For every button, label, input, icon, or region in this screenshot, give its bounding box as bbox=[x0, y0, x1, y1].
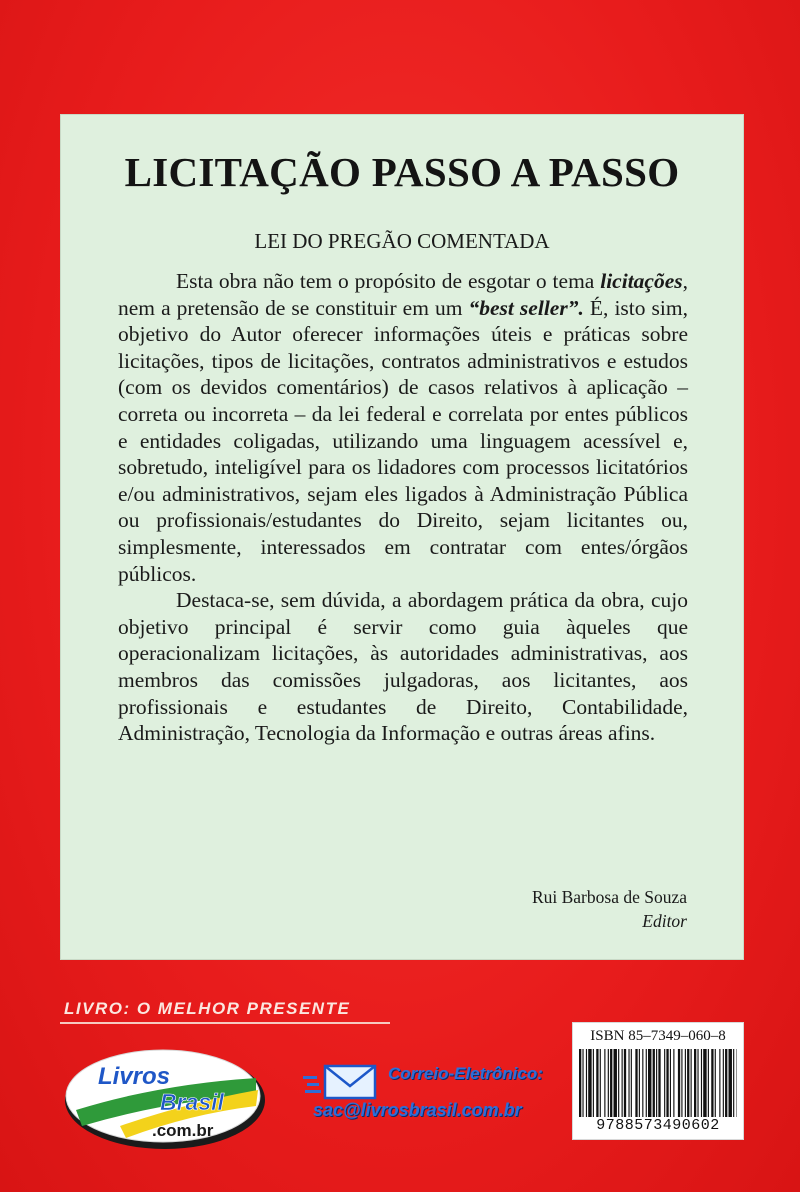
p1-text-c: , nem a pretensão de se constituir em um bbox=[118, 269, 688, 320]
barcode-bar bbox=[729, 1049, 732, 1117]
speed-line-3 bbox=[305, 1090, 321, 1093]
barcode-bar bbox=[694, 1049, 696, 1117]
barcode-bar bbox=[586, 1049, 587, 1117]
barcode-bar bbox=[708, 1049, 709, 1117]
synopsis-paragraph-2: Destaca-se, sem dúvida, a abordagem prática da obra, cujo objetivo principal é servir como guia àqueles que operacionalizam licitações, às autoridades administrativas, aos membros das comissões julgadoras, aos licitantes, aos profissionais e estudantes de Direito, Contabilidade, Administração, Tecnologia da Informação e outras áreas afins. bbox=[118, 588, 688, 746]
barcode-bar bbox=[588, 1049, 591, 1117]
logo-domain: .com.br bbox=[152, 1121, 214, 1140]
barcode-bar bbox=[582, 1049, 583, 1117]
signature-name: Rui Barbosa de Souza bbox=[531, 887, 687, 907]
barcode-bar bbox=[687, 1049, 689, 1117]
barcode bbox=[579, 1049, 737, 1117]
p1-text-e: É, isto sim, objetivo do Autor oferecer informações úteis e práticas sobre licitações, tipos de licitações, contratos administrativos e estudos (com os devidos comentários) de casos relativos à aplicação – correta ou incorreta – da lei federal e correlata por entes públicos e entidades coligadas, utilizando uma linguagem acessível e, sobretudo, inteligível para os lidadores com processos licitatórios e/ou administrativos, sejam eles ligados à Administração Pública ou profissionais/estudantes do Direito, sejam licitantes ou, simplesmente, interessados em contratar com entes/órgãos públicos. bbox=[118, 295, 688, 586]
ean-number: 9788573490602 bbox=[596, 1117, 720, 1134]
isbn-label: ISBN 85–7349–060–8 bbox=[590, 1028, 726, 1044]
barcode-bar bbox=[648, 1049, 651, 1117]
barcode-bar bbox=[685, 1049, 686, 1117]
barcode-bar bbox=[670, 1049, 671, 1117]
speed-line-1 bbox=[303, 1076, 317, 1079]
logo-word-livros: Livros bbox=[98, 1063, 171, 1090]
livros-brasil-logo bbox=[60, 1044, 270, 1154]
barcode-bar bbox=[628, 1049, 629, 1117]
barcode-bar bbox=[579, 1049, 581, 1117]
synopsis-panel bbox=[60, 114, 744, 960]
barcode-bar bbox=[608, 1049, 609, 1117]
barcode-bar bbox=[658, 1049, 660, 1117]
barcode-bar bbox=[642, 1049, 643, 1117]
barcode-bar bbox=[703, 1049, 706, 1117]
speed-line-2 bbox=[307, 1083, 319, 1086]
slogan-underline bbox=[60, 1022, 390, 1024]
p1-text-a: Esta obra não tem o propósito de esgotar o tema bbox=[176, 269, 601, 293]
envelope-icon bbox=[303, 1062, 379, 1102]
logo-word-brasil: Brasil bbox=[160, 1089, 224, 1115]
email-label: Correio-Eletrônico: bbox=[388, 1064, 543, 1083]
barcode-bar bbox=[593, 1049, 594, 1117]
barcode-bar bbox=[681, 1049, 682, 1117]
barcode-bar bbox=[604, 1049, 605, 1117]
barcode-bar bbox=[691, 1049, 692, 1117]
barcode-bar bbox=[701, 1049, 702, 1117]
barcode-bar bbox=[622, 1049, 623, 1117]
synopsis-text bbox=[118, 268, 688, 747]
barcode-bar bbox=[719, 1049, 720, 1117]
synopsis-paragraph-1 bbox=[118, 268, 688, 587]
email-address: sac@livrosbrasil.com.br bbox=[313, 1100, 522, 1120]
barcode-bar bbox=[666, 1049, 668, 1117]
barcode-bar bbox=[715, 1049, 716, 1117]
barcode-bar bbox=[711, 1049, 713, 1117]
barcode-bar bbox=[697, 1049, 698, 1117]
barcode-bar bbox=[664, 1049, 665, 1117]
book-subtitle: LEI DO PREGÃO COMENTADA bbox=[254, 229, 550, 253]
barcode-bar bbox=[610, 1049, 612, 1117]
barcode-bar bbox=[631, 1049, 632, 1117]
barcode-bar bbox=[646, 1049, 647, 1117]
barcode-bar bbox=[725, 1049, 727, 1117]
barcode-bar bbox=[673, 1049, 674, 1117]
barcode-bar bbox=[624, 1049, 626, 1117]
barcode-bar bbox=[600, 1049, 601, 1117]
barcode-box bbox=[572, 1022, 744, 1140]
barcode-bar bbox=[656, 1049, 657, 1117]
barcode-bar bbox=[635, 1049, 637, 1117]
signature-role: Editor bbox=[642, 911, 687, 931]
barcode-bar bbox=[678, 1049, 680, 1117]
barcode-bar bbox=[653, 1049, 655, 1117]
p1-emphasis-best-seller: “best seller”. bbox=[468, 295, 584, 320]
barcode-bar bbox=[596, 1049, 598, 1117]
barcode-bar bbox=[723, 1049, 724, 1117]
barcode-bar bbox=[639, 1049, 640, 1117]
barcode-bar bbox=[614, 1049, 617, 1117]
slogan: LIVRO: O MELHOR PRESENTE bbox=[64, 999, 351, 1018]
p1-emphasis-licitacoes: licitações bbox=[600, 269, 683, 293]
book-title: LICITAÇÃO PASSO A PASSO bbox=[124, 149, 680, 195]
barcode-bar bbox=[618, 1049, 619, 1117]
barcode-bar bbox=[733, 1049, 734, 1117]
